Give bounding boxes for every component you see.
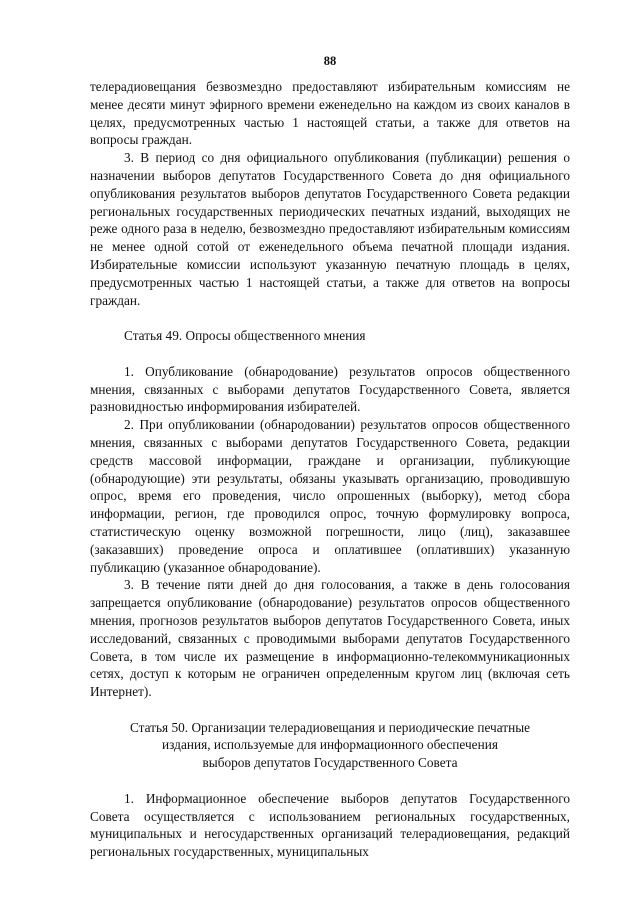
paragraph-49-2: 2. При опубликовании (обнародовании) результатов опросов общественного мнения, связанных с выборами депутатов Государственного Совета, редакции средств массовой информации, граждане и организации, публикующие (обнародующие) эти результаты, обязаны указывать организацию, проводившую опрос, время его проведения, число опрошенных (выборку), метод сбора информации, регион, где проводился опрос, точную формулировку вопроса, статистическую оценку возможной погрешности, лицо (лиц), заказавшее (заказавших) проведение опроса и оплатившее (оплативших) указанную публикацию (указанное обнародование). [90,417,570,575]
paragraph-48-3: 3. В период со дня официального опубликования (публикации) решения о назначении выборов депутатов Государственного Совета до дня официального опубликования результатов выборов депутатов Государственного Совета редакции региональных государственных периодических печатных изданий, выходящих не реже одного раза в неделю, безвозмездно предоставляют избирательным комиссиям не менее одной сотой от еженедельного объема печатной площади издания. Избирательные комиссии используют указанную печатную площадь в целях, предусмотренных частью 1 настоящей статьи, а также для ответов на вопросы граждан. [90,150,570,308]
article-50-title [90,719,570,772]
paragraph-continuation: телерадиовещания безвозмездно предоставляют избирательным комиссиям не менее десяти минут эфирного времени еженедельно на каждом из своих каналов в целях, предусмотренных частью 1 настоящей статьи, а также для ответов на вопросы граждан. [90,79,570,148]
spacer [90,701,570,719]
article-50-title-line-2: издания, используемые для информационного обеспечения [162,737,498,753]
spacer [90,772,570,790]
article-50-title-line-1: Статья 50. Организации телерадиовещания и периодические печатные [129,719,531,735]
spacer [90,309,570,327]
article-49-title: Статья 49. Опросы общественного мнения [124,328,366,344]
document-body [90,78,570,861]
paragraph-50-1: 1. Информационное обеспечение выборов депутатов Государственного Совета осуществляется с использованием региональных государственных, муниципальных и негосударственных организаций телерадиовещания, редакций региональных государственных, муниципальных [90,790,570,860]
paragraph-49-1: 1. Опубликование (обнародование) результатов опросов общественного мнения, связанных с выборами депутатов Государственного Совета, является разновидностью информирования избирателей. [90,363,570,415]
paragraph-49-3: 3. В течение пяти дней до дня голосования, а также в день голосования запрещается опубликование (обнародование) результатов опросов общественного мнения, прогнозов результатов выборов депутатов Государственного Совета, иных исследований, связанных с проводимыми выборами депутатов Государственного Совета, в том числе их размещение в информационно-телекоммуникационных сетях, доступ к которым не ограничен определенным кругом лиц (включая сеть Интернет). [90,577,570,700]
article-50-title-line-3: выборов депутатов Государственного Совета [202,755,458,771]
page-number: 88 [323,54,337,68]
spacer [90,345,570,363]
document-page [90,0,570,905]
